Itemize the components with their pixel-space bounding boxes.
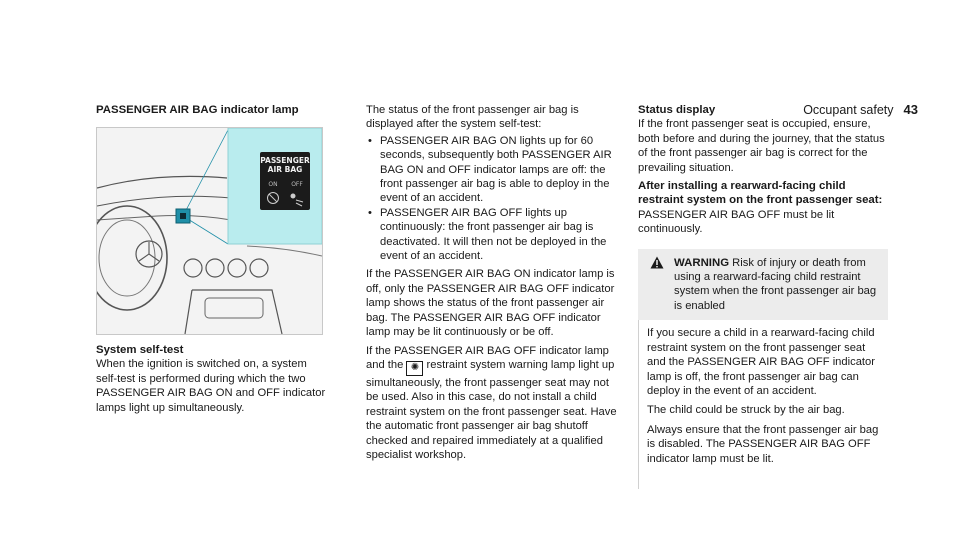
panel-off-label: OFF [291,181,303,188]
status-intro: The status of the front passenger air bag is displayed after the system self-test: [366,104,579,131]
dashboard-illustration [96,127,323,335]
self-test-text: When the ignition is switched on, a system self-test is performed during which the two PASSENGER AIR BAG ON and OFF indicator lamps light up simultaneously. [96,358,326,414]
restraint-warning-icon: ✺ [406,361,423,376]
warning-paragraph: The child could be struck by the air bag. [647,404,845,417]
self-test-section [96,343,328,415]
para2-after: restraint system warning lamp light up simultaneously, the front passenger seat may not be used. Also in this case, do not install a child restraint system on the front passenger seat. Have the automatic front passenger air bag shutoff checked and repaired immediately at a qualified specialist workshop. [366,358,617,461]
status-paragraph-1: If the PASSENGER AIR BAG ON indicator lamp is off, only the PASSENGER AIR BAG OFF indicator lamp shows the status of the front passenger air bag. The PASSENGER AIR BAG OFF indicator lamp may be lit continuously or be off. [366,268,615,339]
status-display-text: If the front passenger seat is occupied, ensure, both before and during the journey, that the status of the front passenger air bag is correct for the prevailing situation. [638,118,885,174]
dashboard-drawing [97,128,322,334]
warning-header [638,249,888,321]
warning-paragraph: Always ensure that the front passenger air bag is disabled. The PASSENGER AIR BAG OFF indicator lamp must be lit. [647,423,879,465]
panel-on-label: ON [268,181,278,188]
panel-line-2: AIR BAG [267,165,303,174]
list-item: • PASSENGER AIR BAG OFF lights up continuously: the front passenger air bag is deactivated. It will then not be deployed in the event of an accident. [366,206,618,264]
column-1 [96,103,328,117]
warning-title: Risk of injury or death from using a rearward-facing child restraint system when the front passenger air bag is enabled [674,256,877,312]
warning-box [638,249,888,489]
panel-line-1: PASSENGER [260,156,310,165]
para2-before: If the PASSENGER AIR BAG OFF indicator lamp and the [366,344,609,371]
column-3 [638,103,888,489]
page-number: 43 [903,102,918,117]
status-list [366,134,618,264]
warning-body [638,320,888,489]
after-install-text: PASSENGER AIR BAG OFF must be lit continuously. [638,208,835,236]
column-2 [366,103,618,462]
after-install-paragraph [638,179,888,237]
status-paragraph-2 [366,344,618,463]
status-display-heading: Status display [638,104,716,116]
self-test-heading: System self-test [96,344,184,356]
airbag-off-icon [291,194,296,199]
warning-paragraph: If you secure a child in a rearward-facing child restraint system on the front passenger seat and the PASSENGER AIR BAG OFF indicator lamp is off, the front passenger air bag can deploy in the event of an accident. [647,327,875,397]
warning-label: WARNING [674,256,730,269]
after-install-heading: After installing a rearward-facing child restraint system on the front passenger seat: [638,180,883,207]
section-title: Occupant safety [803,103,894,117]
indicator-lamp-heading: PASSENGER AIR BAG indicator lamp [96,104,299,116]
list-item: • PASSENGER AIR BAG ON lights up for 60 seconds, subsequently both PASSENGER AIR BAG ON and OFF indicator lamps are off: the front passenger air bag is able to deploy in the event of an accident. [366,134,618,206]
warning-triangle-icon [650,256,664,269]
